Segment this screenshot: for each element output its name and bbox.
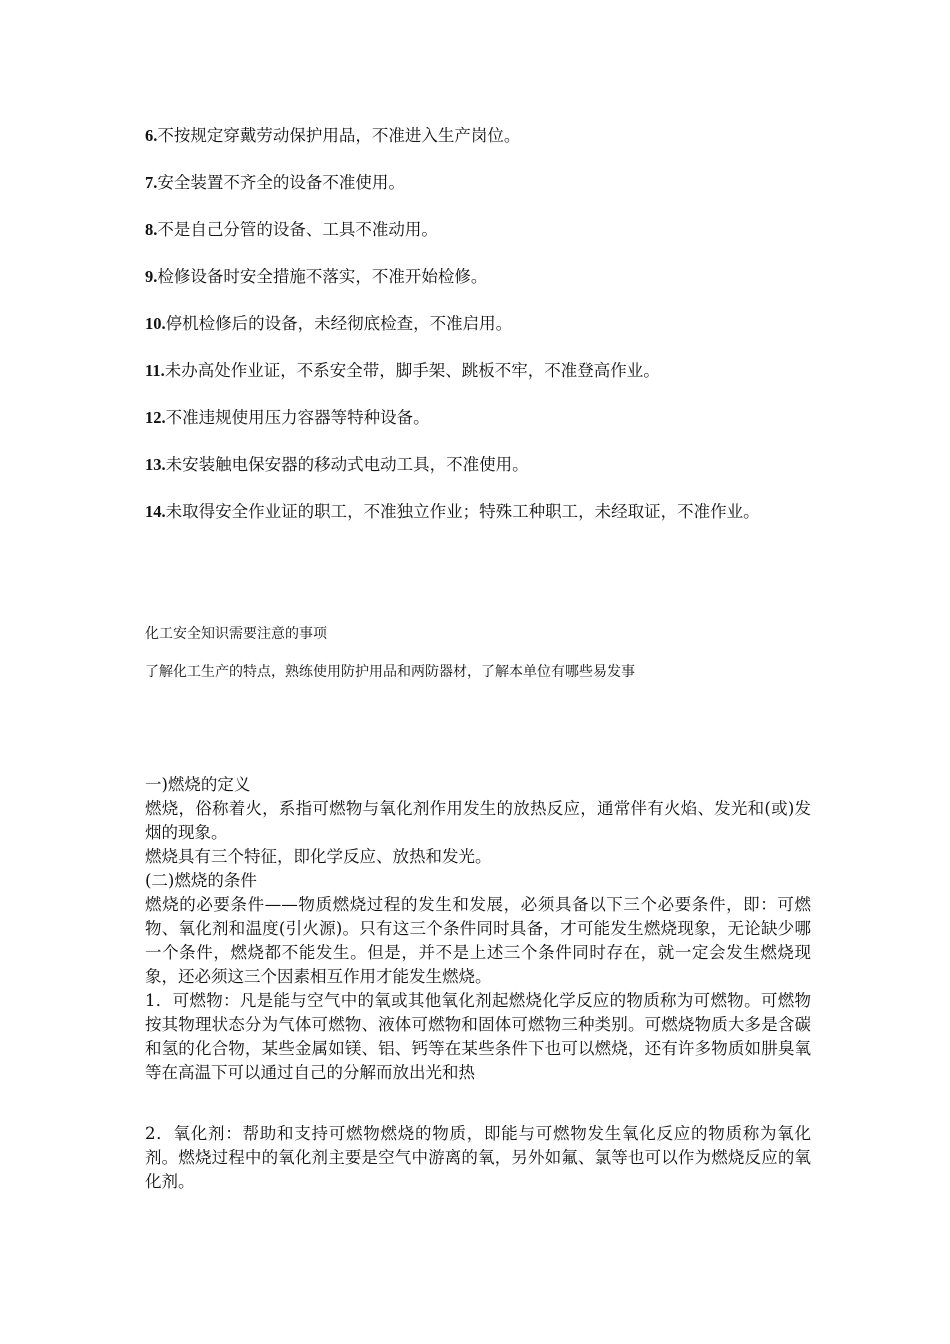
heading-definition: 一)燃烧的定义 <box>145 775 251 794</box>
rule-item <box>145 265 810 289</box>
section-intro: 了解化工生产的特点，熟练使用防护用品和两防器材，了解本单位有哪些易发事 <box>145 664 635 680</box>
rule-number: 9. <box>145 267 158 286</box>
rule-item <box>145 500 810 524</box>
heading-conditions: (二)燃烧的条件 <box>145 871 257 890</box>
rule-text: 检修设备时安全措施不落实，不准开始检修。 <box>157 267 488 286</box>
oxidizer-text-block <box>145 1122 811 1194</box>
rule-text: 未安装触电保安器的移动式电动工具，不准使用。 <box>165 455 529 474</box>
rule-item <box>145 171 810 195</box>
rule-item <box>145 312 810 336</box>
rule-number: 14. <box>145 502 166 521</box>
rule-item <box>145 124 810 148</box>
rule-text: 安全装置不齐全的设备不准使用。 <box>157 173 405 192</box>
paragraph-oxidizer: 2．氧化剂：帮助和支持可燃物燃烧的物质，即能与可燃物发生氧化反应的物质称为氧化剂。燃烧过程中的氧化剂主要是空气中游离的氧，另外如氟、氯等也可以作为燃烧反应的氧化剂。 <box>145 1124 811 1191</box>
rule-text: 不是自己分管的设备、工具不准动用。 <box>157 220 438 239</box>
rule-number: 8. <box>145 220 158 239</box>
safety-rules-list <box>145 124 810 547</box>
rule-text: 未取得安全作业证的职工，不准独立作业；特殊工种职工，未经取证，不准作业。 <box>165 502 760 521</box>
rule-text: 未办高处作业证，不系安全带，脚手架、跳板不牢，不准登高作业。 <box>164 361 660 380</box>
rule-number: 10. <box>145 314 166 333</box>
rule-text: 不按规定穿戴劳动保护用品，不准进入生产岗位。 <box>157 126 521 145</box>
paragraph-combustibles: 1．可燃物：凡是能与空气中的氧或其他氧化剂起燃烧化学反应的物质称为可燃物。可燃物按其物理状态分为气体可燃物、液体可燃物和固体可燃物三种类别。可燃烧物质大多是含碳和氢的化合物，某些金属如镁、铝、钙等在某些条件下也可以燃烧，还有许多物质如肼臭氧等在高温下可以通过自己的分解而放出光和热 <box>145 991 811 1082</box>
rule-number: 6. <box>145 126 158 145</box>
rule-item <box>145 359 810 383</box>
rule-item <box>145 406 810 430</box>
rule-number: 13. <box>145 455 166 474</box>
rule-number: 7. <box>145 173 158 192</box>
section-title: 化工安全知识需要注意的事项 <box>145 626 327 642</box>
rule-number: 11. <box>145 361 165 380</box>
paragraph-features: 燃烧具有三个特征，即化学反应、放热和发光。 <box>145 847 492 866</box>
rule-number: 12. <box>145 408 166 427</box>
paragraph-definition: 燃烧，俗称着火，系指可燃物与氧化剂作用发生的放热反应，通常伴有火焰、发光和(或)发烟的现象。 <box>145 799 811 842</box>
rule-text: 停机检修后的设备，未经彻底检查，不准启用。 <box>165 314 513 333</box>
rule-item <box>145 218 810 242</box>
rule-item <box>145 453 810 477</box>
paragraph-conditions: 燃烧的必要条件——物质燃烧过程的发生和发展，必须具备以下三个必要条件，即：可燃物、氧化剂和温度(引火源)。只有这三个条件同时具备，才可能发生燃烧现象，无论缺少哪一个条件，燃烧都不能发生。但是，并不是上述三个条件同时存在，就一定会发生燃烧现象，还必须这三个因素相互作用才能发生燃烧。 <box>145 895 811 986</box>
combustion-text-block <box>145 773 811 1085</box>
rule-text: 不准违规使用压力容器等特种设备。 <box>165 408 430 427</box>
